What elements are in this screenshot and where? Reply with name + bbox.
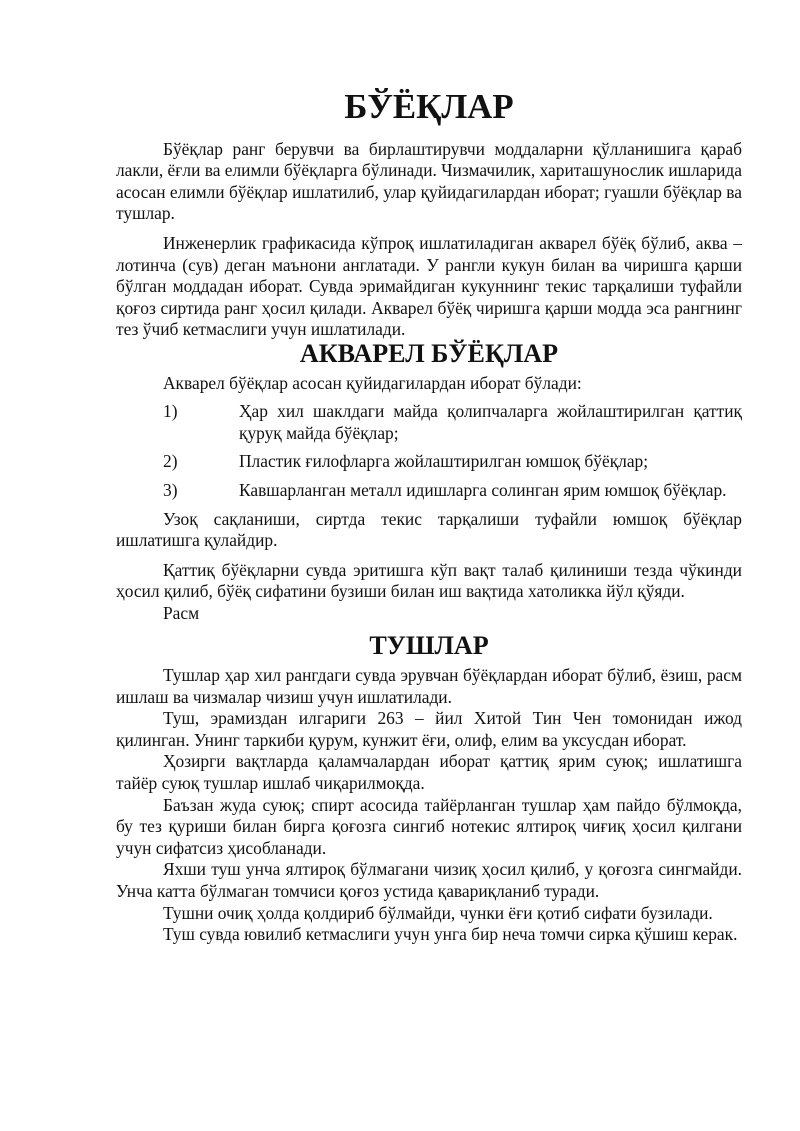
list-item xyxy=(163,451,742,473)
list-item xyxy=(163,401,742,444)
tushlar-paragraph: Туш сувда ювилиб кетмаслиги учун унга бир неча томчи сирка қўшиш керак. xyxy=(163,924,738,945)
list-lead: Акварел бўёқлар асосан қуйидагилардан иборат бўлади: xyxy=(163,372,582,393)
document-page xyxy=(116,87,742,946)
list-number: 3) xyxy=(163,479,178,500)
section-heading-akvarel: АКВАРЕЛ БЎЁҚЛАР xyxy=(299,338,559,368)
akvarel-paragraph: Қаттиқ бўёқларни сувда эритишга кўп вақт талаб қилиниши тезда чўкинди ҳосил қилиб, бўёқ сифатини бузиши билан иш вақтида хатоликка йўл қўяди. xyxy=(116,559,742,602)
list-text: Ҳар хил шаклдаги майда қолипчаларга жойлаштирилган қаттиқ қуруқ майда бўёқлар; xyxy=(239,401,742,443)
tushlar-paragraph: Тушни очиқ ҳолда қолдириб бўлмайди, чунки ёғи қотиб сифати бузилади. xyxy=(163,902,713,923)
tushlar-paragraph: Туш, эрамиздан илгариги 263 – йил Хитой Тин Чен томонидан ижод қилинган. Унинг таркиби қурум, кунжит ёғи, олиф, елим ва уксусдан иборат. xyxy=(116,708,742,750)
section-heading-tushlar: ТУШЛАР xyxy=(369,631,489,661)
tushlar-paragraph: Тушлар ҳар хил рангдаги сувда эрувчан бўёқлардан иборат бўлиб, ёзиш, расм ишлаш ва чизмалар чизиш учун ишлатилади. xyxy=(116,665,742,707)
list-item xyxy=(163,480,742,502)
tushlar-paragraph: Баъзан жуда суюқ; спирт асосида тайёрланган тушлар ҳам пайдо бўлмоқда, бу тез қуриши билан бирга қоғозга сингиб нотекис ялтироқ чиғиқ ҳосил қилгани учун сифатсиз ҳисобланади. xyxy=(116,794,742,858)
intro-paragraph: Бўёқлар ранг берувчи ва бирлаштирувчи моддаларни қўлланишига қараб лакли, ёғли ва елимли бўёқларга бўлинади. Чизмачилик, хариташунослик ишларида асосан елимли бўёқлар ишлатилиб, улар қуйидагилардан иборат; гуашли бўёқлар ва тушлар. xyxy=(116,138,742,224)
list-text: Кавшарланган металл идишларга солинган ярим юмшоқ бўёқлар. xyxy=(239,479,727,500)
tushlar-paragraph: Ҳозирги вақтларда қаламчалардан иборат қаттиқ ярим суюқ; ишлатишга тайёр суюқ тушлар ишлаб чиқарилмоқда. xyxy=(116,751,742,794)
intro-paragraph: Инженерлик графикасида кўпроқ ишлатиладиган акварел бўёқ бўлиб, аква – лотинча (сув) деган маънони англатади. У рангли кукун билан ва чиришга қарши бўлган моддадан иборат. Сувда эримайдиган кукуннинг текис тарқалиши туфайли қоғоз сиртида ранг ҳосил қилади. Акварел бўёқ чиришга қарши модда эса рангнинг тез ўчиб кетмаслиги учун ишлатилади. xyxy=(116,232,742,340)
akvarel-paragraph: Узоқ сақланиши, сиртда текис тарқалиши туфайли юмшоқ бўёқлар ишлатишга қулайдир. xyxy=(116,508,742,551)
list-number: 2) xyxy=(163,451,178,472)
figure-label: Расм xyxy=(163,602,200,623)
tushlar-paragraph: Яхши туш унча ялтироқ бўлмагани чизиқ ҳосил қилиб, у қоғозга сингмайди. Унча катта бўлмаган томчиси қоғоз устида қавариқланиб туради. xyxy=(116,859,742,901)
list-number: 1) xyxy=(163,401,178,422)
document-title: БЎЁҚЛАР xyxy=(344,87,514,126)
list-text: Пластик ғилофларга жойлаштирилган юмшоқ бўёқлар; xyxy=(239,451,649,472)
